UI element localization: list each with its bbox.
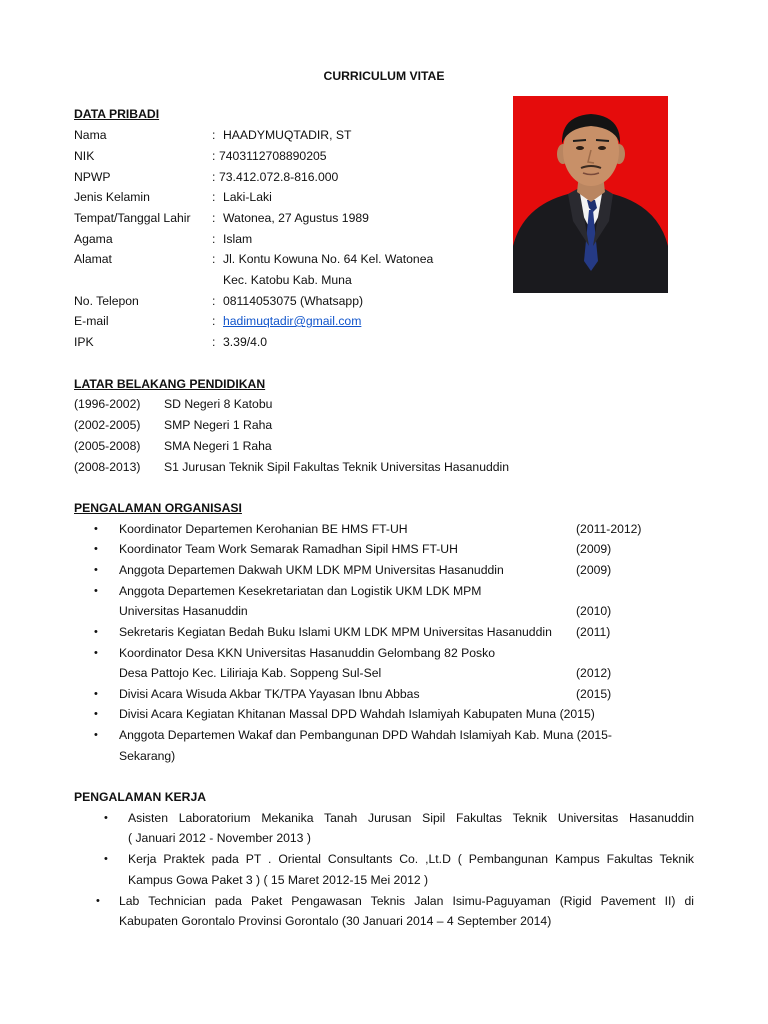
field-label: IPK xyxy=(74,335,94,349)
field-label: Jenis Kelamin xyxy=(74,190,150,204)
organization-text: Koordinator Desa KKN Universitas Hasanuddin Gelombang 82 Posko xyxy=(119,646,495,660)
work-heading: PENGALAMAN KERJA xyxy=(74,790,207,804)
organization-year: (2012) xyxy=(576,666,612,680)
email-link[interactable]: hadimuqtadir@gmail.com xyxy=(223,314,362,328)
bullet-icon: • xyxy=(94,585,98,597)
field-value: Islam xyxy=(223,232,253,246)
field-colon: : xyxy=(212,232,216,246)
field-label: Alamat xyxy=(74,252,112,266)
organization-text-line2: Universitas Hasanuddin xyxy=(119,604,248,618)
bullet-icon: • xyxy=(94,729,98,741)
organization-year: (2010) xyxy=(576,604,612,618)
organization-year: (2015) xyxy=(576,687,612,701)
field-value: Jl. Kontu Kowuna No. 64 Kel. Watonea xyxy=(223,252,434,266)
field-value: Watonea, 27 Agustus 1989 xyxy=(223,211,369,225)
field-label: Nama xyxy=(74,128,107,142)
organization-text-line2: Sekarang) xyxy=(119,749,176,763)
field-value: 08114053075 (Whatsapp) xyxy=(223,294,364,308)
organization-year: (2009) xyxy=(576,563,612,577)
field-colon: : xyxy=(212,335,216,349)
education-school: SMA Negeri 1 Raha xyxy=(164,439,272,453)
profile-photo xyxy=(513,96,668,293)
bullet-icon: • xyxy=(104,853,108,865)
bullet-icon: • xyxy=(94,708,98,720)
bullet-icon: • xyxy=(94,564,98,576)
field-colon: : xyxy=(212,314,216,328)
bullet-icon: • xyxy=(104,812,108,824)
field-colon: : xyxy=(212,294,216,308)
organization-year: (2011-2012) xyxy=(576,522,642,536)
personal-heading: DATA PRIBADI xyxy=(74,107,160,121)
organization-text-line2: Desa Pattojo Kec. Liliriaja Kab. Soppeng Sul-Sel xyxy=(119,666,382,680)
education-years: (2005-2008) xyxy=(74,439,141,453)
field-value: 7403112708890205 xyxy=(219,149,327,163)
education-years: (1996-2002) xyxy=(74,397,141,411)
bullet-icon: • xyxy=(94,626,98,638)
field-colon: : xyxy=(212,170,216,184)
organization-year: (2009) xyxy=(576,542,612,556)
work-text-line2: ( Januari 2012 - November 2013 ) xyxy=(128,831,311,845)
education-years: (2002-2005) xyxy=(74,418,141,432)
field-label: E-mail xyxy=(74,314,109,328)
organization-text: Koordinator Departemen Kerohanian BE HMS FT-UH xyxy=(119,522,408,536)
organization-year: (2011) xyxy=(576,625,611,639)
work-text: Asisten Laboratorium Mekanika Tanah Jurusan Sipil Fakultas Teknik Universitas Hasanuddin xyxy=(128,811,694,825)
field-colon: : xyxy=(212,128,216,142)
field-label: NIK xyxy=(74,149,95,163)
document-title: CURRICULUM VITAE xyxy=(323,69,445,83)
field-value-line2: Kec. Katobu Kab. Muna xyxy=(223,273,352,287)
field-label: No. Telepon xyxy=(74,294,139,308)
work-text: Kerja Praktek pada PT . Oriental Consultants Co. ,Lt.D ( Pembangunan Kampus Fakultas Teknik xyxy=(128,852,694,866)
organization-text: Koordinator Team Work Semarak Ramadhan Sipil HMS FT-UH xyxy=(119,542,458,556)
organization-text: Anggota Departemen Wakaf dan Pembangunan DPD Wahdah Islamiyah Kab. Muna (2015- xyxy=(119,728,612,742)
organization-text: Anggota Departemen Kesekretariatan dan Logistik UKM LDK MPM xyxy=(119,584,482,598)
field-label: NPWP xyxy=(74,170,111,184)
field-colon: : xyxy=(212,149,216,163)
field-value: 73.412.072.8-816.000 xyxy=(219,170,339,184)
field-colon: : xyxy=(212,211,216,225)
field-label: Tempat/Tanggal Lahir xyxy=(74,211,191,225)
field-value: Laki-Laki xyxy=(223,190,272,204)
work-text: Lab Technician pada Paket Pengawasan Teknis Jalan Isimu-Paguyaman (Rigid Pavement II) di xyxy=(119,894,694,908)
education-heading: LATAR BELAKANG PENDIDIKAN xyxy=(74,377,266,391)
bullet-icon: • xyxy=(94,523,98,535)
education-school: S1 Jurusan Teknik Sipil Fakultas Teknik Universitas Hasanuddin xyxy=(164,460,510,474)
organization-text: Divisi Acara Wisuda Akbar TK/TPA Yayasan Ibnu Abbas xyxy=(119,687,420,701)
field-colon: : xyxy=(212,190,216,204)
education-years: (2008-2013) xyxy=(74,460,141,474)
organization-text: Anggota Departemen Dakwah UKM LDK MPM Universitas Hasanuddin xyxy=(119,563,504,577)
work-text-line2: Kabupaten Gorontalo Provinsi Gorontalo (30 Januari 2014 – 4 September 2014) xyxy=(119,914,552,928)
field-label: Agama xyxy=(74,232,113,246)
bullet-icon: • xyxy=(96,895,100,907)
field-value: 3.39/4.0 xyxy=(223,335,268,349)
education-school: SMP Negeri 1 Raha xyxy=(164,418,273,432)
bullet-icon: • xyxy=(94,647,98,659)
bullet-icon: • xyxy=(94,543,98,555)
organization-text: Sekretaris Kegiatan Bedah Buku Islami UKM LDK MPM Universitas Hasanuddin xyxy=(119,625,552,639)
field-colon: : xyxy=(212,252,216,266)
field-value: HAADYMUQTADIR, ST xyxy=(223,128,352,142)
organization-text: Divisi Acara Kegiatan Khitanan Massal DPD Wahdah Islamiyah Kabupaten Muna (2015) xyxy=(119,707,595,721)
organization-heading: PENGALAMAN ORGANISASI xyxy=(74,501,242,515)
work-text-line2: Kampus Gowa Paket 3 ) ( 15 Maret 2012-15 Mei 2012 ) xyxy=(128,873,429,887)
bullet-icon: • xyxy=(94,688,98,700)
education-school: SD Negeri 8 Katobu xyxy=(164,397,273,411)
